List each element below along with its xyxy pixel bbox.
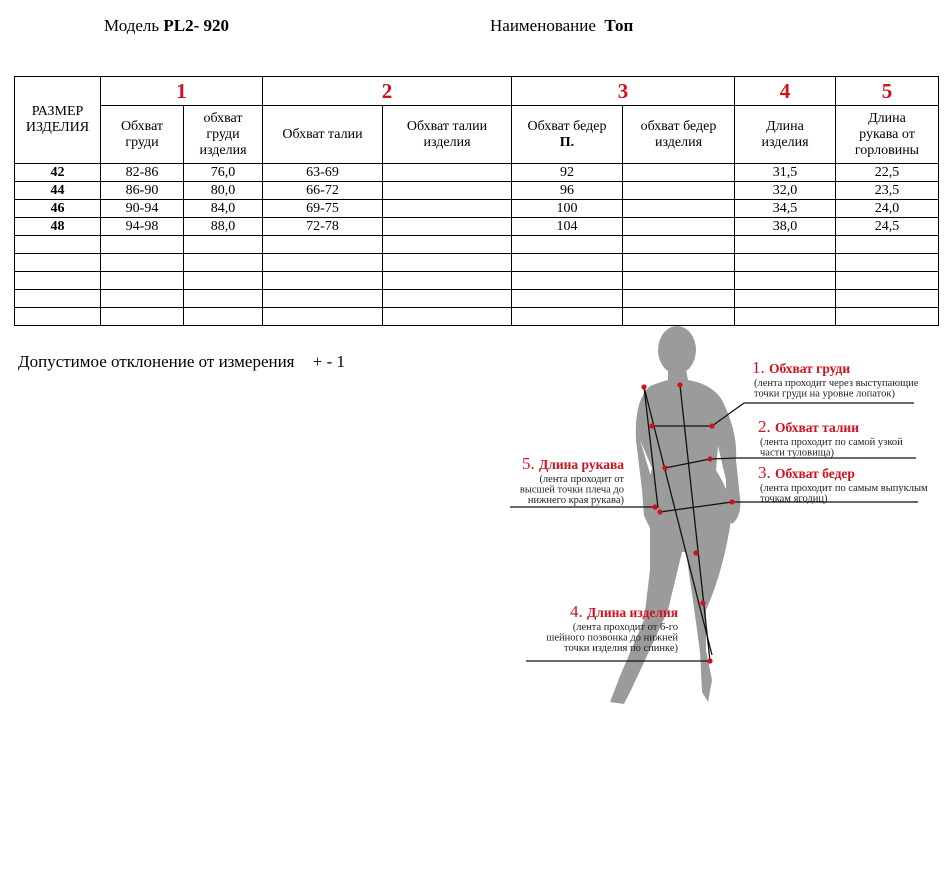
table-cell — [623, 272, 735, 290]
table-row — [15, 218, 939, 236]
table-cell: 63-69 — [263, 164, 383, 182]
table-cell — [836, 272, 939, 290]
measurement-point — [693, 550, 698, 555]
table-cell — [15, 254, 101, 272]
measurement-title: 5. Длина рукава — [522, 454, 624, 473]
column-header-line: изделия — [654, 134, 703, 150]
table-cell — [623, 236, 735, 254]
table-cell — [735, 290, 836, 308]
table-cell: 24,0 — [836, 200, 939, 218]
table-cell: 31,5 — [735, 164, 836, 182]
table-cell — [263, 308, 383, 326]
table-cell — [15, 290, 101, 308]
measurement-point — [707, 658, 712, 663]
table-cell: 84,0 — [184, 200, 263, 218]
table-cell — [512, 236, 623, 254]
column-header — [101, 106, 184, 164]
measurement-description: нижнего края рукава) — [527, 495, 624, 506]
table-cell — [383, 272, 512, 290]
table-cell: 86-90 — [101, 182, 184, 200]
column-header — [735, 106, 836, 164]
column-header — [383, 106, 512, 164]
table-cell: 76,0 — [184, 164, 263, 182]
measurement-point — [652, 504, 657, 509]
table-row — [15, 164, 939, 182]
table-row — [15, 182, 939, 200]
table-cell: 104 — [512, 218, 623, 236]
table-cell — [184, 308, 263, 326]
table-cell — [512, 272, 623, 290]
table-cell — [184, 290, 263, 308]
table-cell — [735, 272, 836, 290]
group-number: 1 — [101, 77, 263, 106]
table-cell: 92 — [512, 164, 623, 182]
table-cell — [101, 236, 184, 254]
measurement-point — [709, 423, 714, 428]
product-name-heading — [490, 16, 633, 36]
table-cell — [101, 290, 184, 308]
table-cell — [263, 272, 383, 290]
table-cell: 72-78 — [263, 218, 383, 236]
table-cell — [383, 200, 512, 218]
table-cell — [263, 290, 383, 308]
table-cell: 22,5 — [836, 164, 939, 182]
model-heading — [104, 16, 229, 36]
column-header — [836, 106, 939, 164]
measurement-description: шейного позвонка до нижней — [546, 632, 678, 644]
tolerance-note — [18, 352, 345, 372]
table-cell: 38,0 — [735, 218, 836, 236]
table-cell: 96 — [512, 182, 623, 200]
table-cell — [512, 290, 623, 308]
column-header-line: рукава от — [859, 126, 915, 142]
table-cell: 100 — [512, 200, 623, 218]
table-cell — [836, 236, 939, 254]
group-number: 5 — [836, 77, 939, 106]
empty-table-row — [15, 236, 939, 254]
table-cell — [184, 236, 263, 254]
group-number: 3 — [512, 77, 735, 106]
column-header-line: изделия — [423, 134, 471, 150]
table-cell — [101, 308, 184, 326]
tolerance-label: Допустимое отклонение от измерения — [18, 352, 295, 371]
column-header-line: груди — [206, 126, 240, 142]
table-cell — [263, 254, 383, 272]
table-cell — [836, 290, 939, 308]
model-value: PL2- 920 — [163, 16, 230, 35]
column-header-line: Обхват бедер — [527, 118, 607, 134]
column-header-line: груди — [125, 134, 159, 150]
table-cell: 23,5 — [836, 182, 939, 200]
measurement-point — [657, 509, 662, 514]
table-cell: 80,0 — [184, 182, 263, 200]
measurement-point — [677, 382, 682, 387]
table-cell — [735, 254, 836, 272]
group-number: 4 — [735, 77, 836, 106]
table-cell — [263, 236, 383, 254]
table-cell: 24,5 — [836, 218, 939, 236]
column-header-line: изделия — [761, 134, 809, 150]
table-cell — [623, 218, 735, 236]
column-header — [512, 106, 623, 164]
column-header-line: Обхват — [120, 118, 164, 134]
measurement-title: 2. Обхват талии — [758, 417, 859, 436]
measurement-description: части туловища) — [760, 447, 834, 459]
size-header-line: ИЗДЕЛИЯ — [25, 120, 90, 135]
group-number: 2 — [263, 77, 512, 106]
column-header-line: изделия — [199, 142, 247, 158]
table-cell — [15, 272, 101, 290]
table-cell: 69-75 — [263, 200, 383, 218]
measurement-description: (лента проходит от 6-го — [572, 622, 678, 633]
size-cell: 46 — [15, 200, 101, 218]
column-header-row — [15, 106, 939, 164]
measurement-description: точки груди на уровне лопаток) — [754, 388, 895, 400]
column-header-line: Длина — [868, 110, 906, 126]
measurement-point — [662, 465, 667, 470]
table-cell — [184, 254, 263, 272]
table-cell: 66-72 — [263, 182, 383, 200]
empty-table-row — [15, 290, 939, 308]
column-header-line: обхват — [203, 110, 243, 126]
measurement-point — [729, 499, 734, 504]
column-header-line: горловины — [854, 142, 920, 158]
column-header-line: Обхват талии — [406, 118, 488, 134]
table-cell — [623, 182, 735, 200]
table-cell — [383, 254, 512, 272]
table-cell — [383, 182, 512, 200]
empty-table-row — [15, 272, 939, 290]
measurement-description: высшей точки плеча до — [519, 484, 624, 496]
measurement-description: (лента проходит через выступающие — [754, 378, 919, 389]
name-value: Топ — [604, 16, 634, 35]
measurement-point — [649, 423, 654, 428]
group-header-row — [15, 77, 939, 106]
column-header-line: Обхват талии — [282, 126, 363, 142]
table-cell — [15, 308, 101, 326]
table-cell — [15, 236, 101, 254]
measurement-description: (лента проходит по самым выпуклым — [760, 483, 928, 494]
table-cell — [623, 254, 735, 272]
table-cell — [383, 218, 512, 236]
tolerance-value: + - 1 — [312, 352, 345, 371]
size-cell: 48 — [15, 218, 101, 236]
size-header-line: РАЗМЕР — [31, 104, 84, 119]
measurement-description: (лента проходит по самой узкой — [760, 437, 903, 448]
table-cell — [623, 290, 735, 308]
table-cell — [184, 272, 263, 290]
measurement-point — [641, 384, 646, 389]
model-label: Модель — [104, 16, 160, 35]
measurement-point — [700, 600, 705, 605]
table-cell: 82-86 — [101, 164, 184, 182]
table-cell — [383, 290, 512, 308]
table-cell — [383, 308, 512, 326]
column-header-line: обхват бедер — [640, 118, 717, 134]
table-cell — [101, 272, 184, 290]
column-header-line: Длина — [766, 118, 804, 134]
size-column-header — [15, 77, 101, 164]
size-chart-table — [14, 76, 939, 326]
column-header — [184, 106, 263, 164]
table-cell: 88,0 — [184, 218, 263, 236]
column-header-line: П. — [559, 134, 575, 150]
table-cell — [383, 236, 512, 254]
measurement-description: точки изделия по спинке) — [564, 643, 678, 654]
table-cell — [512, 254, 623, 272]
measurement-title: 3. Обхват бедер — [758, 463, 855, 482]
table-cell — [101, 254, 184, 272]
measurement-title: 4. Длина изделия — [570, 602, 678, 621]
empty-table-row — [15, 254, 939, 272]
table-cell: 32,0 — [735, 182, 836, 200]
measurement-title: 1. Обхват груди — [752, 358, 851, 377]
name-label: Наименование — [490, 16, 596, 35]
measurement-point — [707, 456, 712, 461]
table-row — [15, 200, 939, 218]
column-header — [623, 106, 735, 164]
table-cell: 34,5 — [735, 200, 836, 218]
table-cell — [623, 200, 735, 218]
size-cell: 44 — [15, 182, 101, 200]
measurement-diagram — [500, 320, 940, 710]
table-cell — [383, 164, 512, 182]
column-header — [263, 106, 383, 164]
measurement-description: (лента проходит от — [539, 474, 624, 485]
table-cell — [735, 236, 836, 254]
table-cell — [623, 164, 735, 182]
size-cell: 42 — [15, 164, 101, 182]
table-cell: 94-98 — [101, 218, 184, 236]
measurement-description: точкам ягодиц) — [760, 493, 828, 505]
table-cell — [836, 254, 939, 272]
table-cell: 90-94 — [101, 200, 184, 218]
